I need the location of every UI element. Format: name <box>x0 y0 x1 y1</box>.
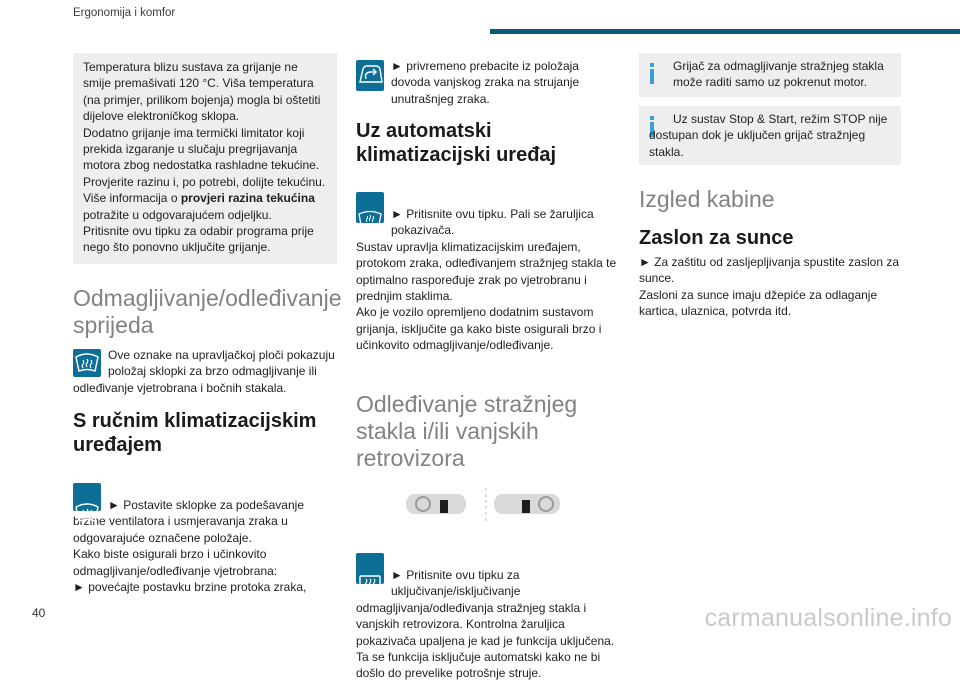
automatic-ac-instructions <box>356 173 618 370</box>
rear-demist-instructions <box>356 534 618 698</box>
heating-note-box <box>73 53 337 264</box>
heading-automatic-ac: Uz automatski klimatizacijski uređaj <box>356 120 557 167</box>
note-link-fluid-check[interactable]: provjeri razina tekućina <box>180 191 315 206</box>
column-1 <box>73 53 342 612</box>
rear-demist-icon <box>356 553 384 584</box>
front-demist-text: Ove oznake na upravljačkoj ploči pokazuju položaj sklopki za brzo odmagljivanje ili odleđivanje vjetrobrana i bočnih stakala. <box>73 347 335 395</box>
recirculation-instruction <box>356 58 618 107</box>
manual-ac-instructions <box>73 464 337 612</box>
info-text-engine-running: Grijač za odmagljivanje stražnjeg stakla može raditi samo uz pokrenut motor. <box>673 59 884 90</box>
note-text-part2: potražite u odgovarajućem odjeljku. Pritisnite ovu tipku za odabir programa prije nego što ponovno uključite grijanje. <box>83 207 314 255</box>
info-note-stop-start <box>639 106 901 165</box>
header-accent-bar <box>490 29 960 34</box>
heading-cabin-layout: Izgled kabine <box>639 186 775 212</box>
page-number: 40 <box>32 606 46 620</box>
column-2 <box>356 58 618 698</box>
heading-sun-visor: Zaslon za sunce <box>639 227 794 249</box>
sun-visor-text: ► Za zaštitu od zasljepljivanja spustite zaslon za sunce. Zasloni za sunce imaju džepiće za odlaganje kartica, ulaznica, potvrda itd. <box>639 255 900 319</box>
windscreen-demist-icon <box>73 483 101 511</box>
max-label: MAX <box>358 229 382 240</box>
front-demist-intro <box>73 347 337 396</box>
max-demist-icon <box>356 192 384 240</box>
automatic-ac-text: ► Pritisnite ovu tipku. Pali se žaruljica pokazivača. Sustav upravlja klimatizacijskim uređajem, protokom zraka, odleđivanjem stražnjeg stakla te optimalno raspoređuje zrak po vjetrobranu i prednjim staklima. Ako je vozilo opremljeno dodatnim sustavom grijanja, isključite ga kako biste osigurali brzo i učinkovito odmagljivanje/odleđivanje. <box>356 207 617 353</box>
rear-window-demist-switches-illustration <box>406 488 566 522</box>
heading-manual-ac: S ručnim klimatizacijskim uređajem <box>73 410 317 457</box>
rear-demist-text: ► Pritisnite ovu tipku za uključivanje/isključivanje odmagljivanja/odleđivanja stražnjeg stakla i vanjskih retrovizora. Kontrolna žaruljica pokazivača upaljena je kad je funkcija uključena. Ta se funkcija isključuje automatski kako ne bi došlo do prevelike potrošnje struje. <box>356 567 615 681</box>
info-icon <box>650 63 654 84</box>
recirculation-text: ► privremeno prebacite iz položaja dovoda vanjskog zraka na strujanje unutrašnjeg zraka. <box>391 59 580 106</box>
info-text-stop-start: Uz sustav Stop & Start, režim STOP nije dostupan dok je uključen grijač stražnjeg stakla. <box>649 112 888 159</box>
manual-ac-text: ► Postavite sklopke za podešavanje brzine ventilatora i usmjeravanja zraka u odgovarajuće označene položaje. Kako biste osigurali brzo i učinkovito odmagljivanje/odleđivanje vjetrobrana: ► povećajte postavku brzine protoka zraka, <box>73 497 307 594</box>
info-note-engine-running <box>639 53 901 97</box>
heading-rear-demist: Odleđivanje stražnjeg stakla i/ili vanjskih retrovizora <box>356 391 578 472</box>
column-3 <box>639 186 901 320</box>
heading-front-demist: Odmagljivanje/odleđivanje sprijeda <box>73 284 342 338</box>
windscreen-demist-icon <box>73 349 101 377</box>
running-header: Ergonomija i komfor <box>73 7 176 19</box>
note-text-part1: Temperatura blizu sustava za grijanje ne smije premašivati 120 °C. Viša temperatura (na primjer, prilikom bojenja) mogla bi oštetiti dijelove elektroničkog sklopa. Dodatno grijanje ima termički limitator koji prekida izgaranje u slučaju pregrijavanja motora zbog nedostatka rashladne tekućine. Provjerite razinu i, po potrebi, dolijte tekućinu. Više informacija o <box>83 60 326 206</box>
recirculation-icon <box>356 60 384 91</box>
watermark: carmanualsonline.info <box>704 604 952 632</box>
